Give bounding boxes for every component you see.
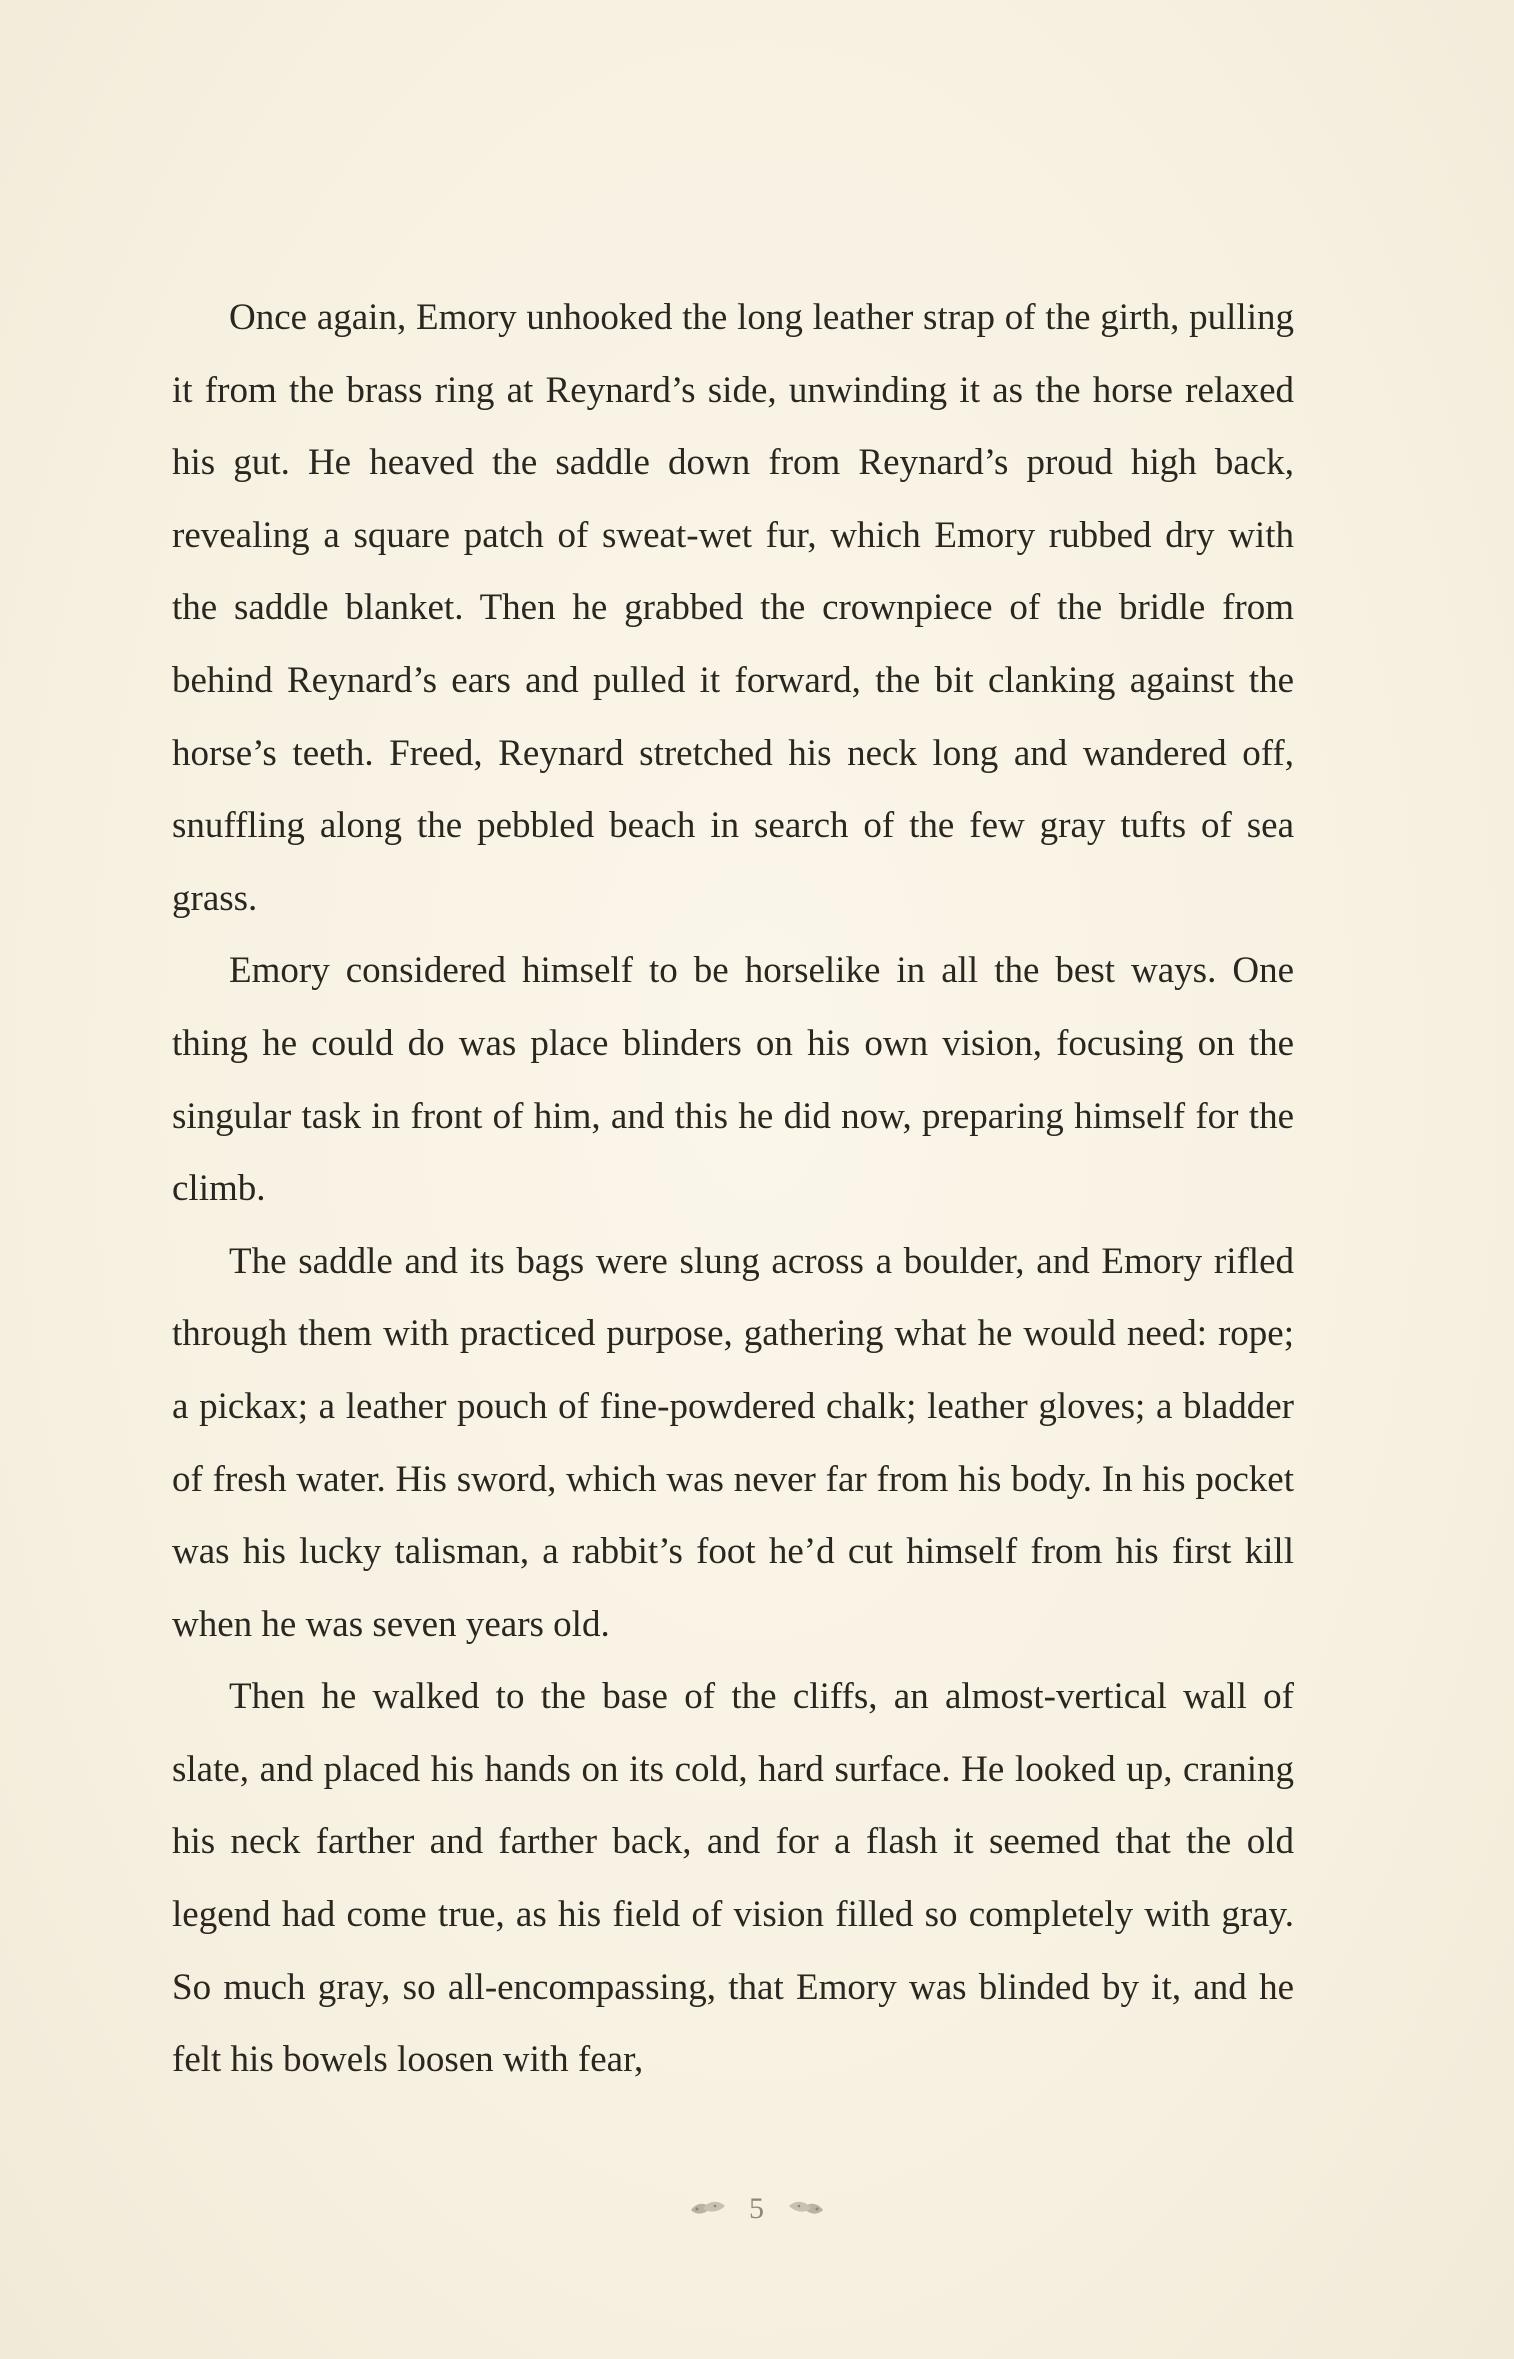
body-text: [172, 282, 1294, 2097]
paragraph: Then he walked to the base of the cliffs, an almost-vertical wall of slate, and placed his hands on its cold, hard surface. He looked up, craning his neck farther and farther back, and for a flash it seemed that the old legend had come true, as his field of vision filled so completely with gray. So much gray, so all-encompassing, that Emory was blinded by it, and he felt his bowels loosen with fear,: [172, 1676, 1294, 2081]
paragraph: The saddle and its bags were slung across a boulder, and Emory rifled through them with practiced purpose, gathering what he would need: rope; a pickax; a leather pouch of fine-powdered chalk; leather gloves; a bladder of fresh water. His sword, which was never far from his body. In his pocket was his lucky talisman, a rabbit’s foot he’d cut himself from his first kill when he was seven years old.: [172, 1240, 1294, 1645]
page-number: 5: [749, 2192, 765, 2225]
paragraph: Emory considered himself to be horselike in all the best ways. One thing he could do was place blinders on his own vision, focusing on the singular task in front of him, and this he did now, preparing himself for the climb.: [172, 950, 1294, 1210]
paragraph: Once again, Emory unhooked the long leather strap of the girth, pulling it from the brass ring at Reynard’s side, unwinding it as the horse relaxed his gut. He heaved the saddle down from Reynard’s proud high back, revealing a square patch of sweat-wet fur, which Emory rubbed dry with the saddle blanket. Then he grabbed the crownpiece of the bridle from behind Reynard’s ears and pulled it forward, the bit clanking against the horse’s teeth. Freed, Reynard stretched his neck long and wandered off, snuffling along the pebbled beach in search of the few gray tufts of sea grass.: [172, 297, 1294, 919]
leaf-ornament-icon: [689, 2198, 727, 2220]
page-footer: [0, 2184, 1514, 2234]
leaf-ornament-icon: [787, 2198, 825, 2220]
